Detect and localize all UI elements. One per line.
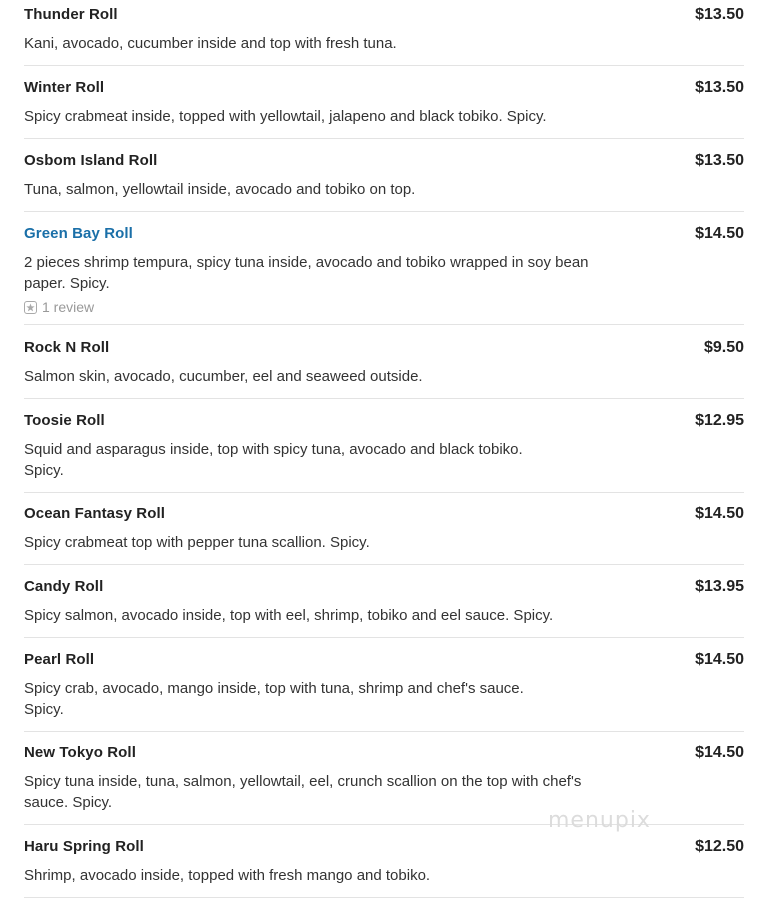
item-description: Squid and asparagus inside, top with spicy tuna, avocado and black tobiko. Spicy.: [24, 441, 523, 479]
item-description: Spicy tuna inside, tuna, salmon, yellowtail, eel, crunch scallion on the top with chef's sauce. Spicy.: [24, 773, 582, 811]
menu-item-osbom-island-roll: [24, 152, 744, 212]
item-price: $12.95: [695, 412, 744, 429]
item-price: $12.50: [695, 838, 744, 855]
item-price: $9.50: [703, 339, 744, 356]
watermark-logo: menupix: [548, 808, 651, 833]
item-description: Salmon skin, avocado, cucumber, eel and seaweed outside.: [24, 368, 423, 385]
star-icon: [24, 301, 37, 314]
item-name: Toosie Roll: [24, 412, 105, 429]
item-description: Kani, avocado, cucumber inside and top with fresh tuna.: [24, 35, 397, 52]
item-description: 2 pieces shrimp tempura, spicy tuna inside, avocado and tobiko wrapped in soy bean paper. Spicy.: [24, 254, 589, 292]
review-count: 1 review: [42, 299, 95, 315]
menu-item-ocean-fantasy-roll: [24, 505, 744, 565]
menu-item-rock-n-roll: [24, 339, 744, 399]
item-name: Candy Roll: [24, 578, 104, 595]
item-description: Spicy salmon, avocado inside, top with eel, shrimp, tobiko and eel sauce. Spicy.: [24, 607, 554, 624]
item-name: New Tokyo Roll: [24, 744, 136, 761]
item-name: Thunder Roll: [24, 6, 118, 23]
menu-item-haru-spring-roll: [24, 838, 744, 898]
item-price: $13.50: [695, 79, 744, 96]
item-price: $13.50: [695, 6, 744, 23]
item-description: Spicy crabmeat inside, topped with yellowtail, jalapeno and black tobiko. Spicy.: [24, 108, 547, 125]
item-name: Winter Roll: [24, 79, 105, 96]
item-name: Ocean Fantasy Roll: [24, 505, 166, 522]
menu-item-candy-roll: [24, 578, 744, 638]
item-price: $14.50: [695, 744, 744, 761]
item-description: Shrimp, avocado inside, topped with fresh mango and tobiko.: [24, 867, 431, 884]
menu-item-toosie-roll: [24, 412, 744, 493]
item-name: Rock N Roll: [24, 339, 110, 356]
item-name: Haru Spring Roll: [24, 838, 144, 855]
menu-item-pearl-roll: [24, 651, 744, 732]
item-price: $14.50: [695, 225, 744, 242]
item-description: Spicy crab, avocado, mango inside, top with tuna, shrimp and chef's sauce. Spicy.: [24, 680, 524, 718]
item-price: $14.50: [695, 651, 744, 668]
item-name-link[interactable]: Green Bay Roll: [24, 225, 133, 242]
menu-item-thunder-roll: [24, 6, 744, 66]
menu-item-winter-roll: [24, 79, 744, 139]
item-description: Tuna, salmon, yellowtail inside, avocado and tobiko on top.: [24, 181, 416, 198]
item-description: Spicy crabmeat top with pepper tuna scallion. Spicy.: [24, 534, 370, 551]
item-price: $13.95: [695, 578, 744, 595]
item-price: $14.50: [695, 505, 744, 522]
item-name: Osbom Island Roll: [24, 152, 158, 169]
item-name: Pearl Roll: [24, 651, 95, 668]
item-price: $13.50: [695, 152, 744, 169]
menu-item-green-bay-roll: [24, 225, 744, 325]
review-link[interactable]: [24, 299, 744, 315]
